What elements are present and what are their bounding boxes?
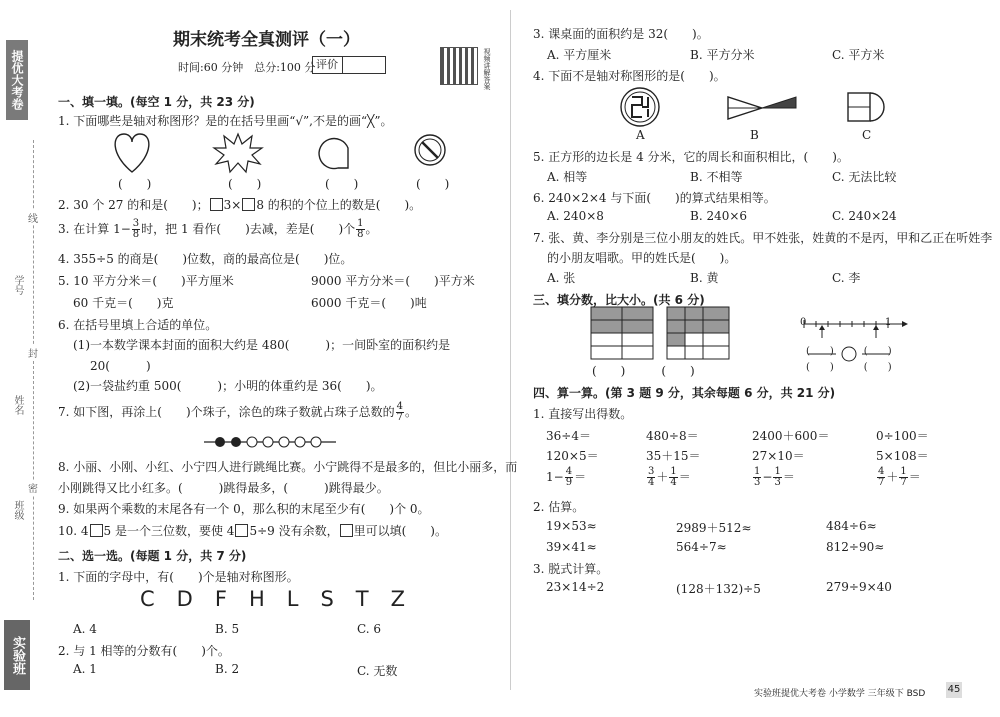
q8-line1: 8. 小丽、小刚、小红、小宁四人进行跳绳比赛。小宁跳得不是最多的，但比小丽多，而 <box>58 460 518 474</box>
q6-1b: 20( ) <box>90 359 151 373</box>
brand-top-label: 提优大考卷 <box>6 40 28 120</box>
starburst-shape <box>214 134 262 172</box>
letter: D <box>176 587 193 611</box>
q2-part-a: 2. 30 个 27 的和是( )； <box>58 198 209 212</box>
brand-bottom-label: 实验班 <box>4 620 30 690</box>
step-1: 23×14÷2 <box>546 580 605 594</box>
grid-compare-answer[interactable]: ( ) ( ) <box>592 364 695 378</box>
d2: 2. 估算。 <box>533 500 585 514</box>
bead-empty <box>295 437 305 447</box>
number-line-answer-top[interactable]: ( ) ( ) <box>806 346 892 357</box>
footer-text: 实验班提优大考卷 小学数学 三年级下 BSD <box>754 689 926 699</box>
class-label: 班级 <box>12 500 23 520</box>
page-number: 45 <box>946 682 962 698</box>
c3-option-b[interactable]: B. 平方分米 <box>690 48 755 62</box>
q1-text: 1. 下面哪些是轴对称图形？是的在括号里画“√”,不是的画“╳”。 <box>58 114 393 128</box>
section-1-title: 一、填一填。(每空 1 分，共 23 分) <box>58 95 255 109</box>
q5-line2b: 6000 千克＝( )吨 <box>311 296 427 310</box>
bead-filled <box>215 437 225 447</box>
calc-2-3: 27×10＝ <box>752 449 805 463</box>
bead-empty <box>263 437 273 447</box>
q2-part-b: 3× <box>223 198 242 212</box>
c4: 4. 下面不是轴对称图形的是( )。 <box>533 69 726 83</box>
calc-2-1: 120×5＝ <box>546 449 599 463</box>
letter: F <box>214 587 227 611</box>
c7-option-c[interactable]: C. 李 <box>832 271 861 285</box>
c2-option-a[interactable]: A. 1 <box>73 662 97 676</box>
c6-option-c[interactable]: C. 240×24 <box>832 209 897 223</box>
calc-2-4: 5×108＝ <box>876 449 929 463</box>
letter: T <box>355 587 369 611</box>
q6: 6. 在括号里填上合适的单位。 <box>58 318 218 332</box>
c1: 1. 下面的字母中，有( )个是轴对称图形。 <box>58 570 299 584</box>
bead-empty <box>247 437 257 447</box>
section-2-title: 二、选一选。(每题 1 分，共 7 分) <box>58 549 247 563</box>
figure-c <box>848 93 884 121</box>
q4: 4. 355÷5 的商是( )位数，商的最高位是( )位。 <box>58 252 353 266</box>
c4-label-b[interactable]: B <box>750 128 759 142</box>
calc-1-3: 2400＋600＝ <box>752 429 830 443</box>
c7-line1: 7. 张、黄、李分别是三位小朋友的姓氏。甲不姓张，姓黄的不是丙，甲和乙正在听姓李 <box>533 231 993 245</box>
c3: 3. 课桌面的面积约是 32( )。 <box>533 27 709 41</box>
fraction-4-7: $\frac{4}{7}$ <box>396 401 404 423</box>
bead-empty <box>279 437 289 447</box>
q2-part-c: 8 的积的个位上的数是( )。 <box>256 198 422 212</box>
c2-option-c[interactable]: C. 无数 <box>357 664 398 678</box>
c7-option-b[interactable]: B. 黄 <box>690 271 719 285</box>
number-line-answer-bottom[interactable]: ( ) ( ) <box>806 362 892 373</box>
q1-answer-3[interactable]: ( ) <box>325 177 359 191</box>
c2: 2. 与 1 相等的分数有( )个。 <box>58 644 230 658</box>
c1-option-c[interactable]: C. 6 <box>357 622 382 636</box>
blank-box[interactable] <box>235 524 248 537</box>
page-title: 期末统考全真测评（一） <box>173 30 360 50</box>
number-line-one: 1 <box>885 317 892 328</box>
c7-line2: 的小朋友唱歌。甲的姓氏是( )。 <box>547 251 737 265</box>
c5-option-b[interactable]: B. 不相等 <box>690 170 743 184</box>
figure-b <box>728 97 796 119</box>
frac-calc-3: $\frac{1}{3}$ − $\frac{1}{3}$ ＝ <box>754 466 795 488</box>
blank-box[interactable] <box>242 198 255 211</box>
q1-answer-4[interactable]: ( ) <box>416 177 450 191</box>
step-2: (128＋132)÷5 <box>676 582 761 596</box>
blank-box[interactable] <box>340 524 353 537</box>
c6: 6. 240×2×4 与下面( )的算式结果相等。 <box>533 191 776 205</box>
est-2-2: 564÷7≈ <box>676 540 727 554</box>
c3-option-c[interactable]: C. 平方米 <box>832 48 885 62</box>
est-2-1: 39×41≈ <box>546 540 597 554</box>
calc-1-1: 36÷4＝ <box>546 429 591 443</box>
c2-option-b[interactable]: B. 2 <box>215 662 240 676</box>
prohibit-sign-shape <box>415 135 445 165</box>
est-1-1: 19×53≈ <box>546 519 597 533</box>
est-1-3: 484÷6≈ <box>826 519 877 533</box>
grid-left <box>591 307 653 359</box>
heart-shape <box>115 134 149 172</box>
step-3: 279÷9×40 <box>826 580 892 594</box>
blank-box[interactable] <box>90 524 103 537</box>
bead-string <box>200 432 340 452</box>
grid-right <box>667 307 729 359</box>
q6-1a: (1)一本数学课本封面的面积大约是 480( )；一间卧室的面积约是 <box>73 338 451 352</box>
letter: Z <box>390 587 405 611</box>
q5-line2a: 60 千克＝( )克 <box>73 296 174 310</box>
d1: 1. 直接写出得数。 <box>533 407 633 421</box>
letter: C <box>140 587 155 611</box>
q1-answer-2[interactable]: ( ) <box>228 177 262 191</box>
cut-line <box>33 140 34 600</box>
est-1-2: 2989＋512≈ <box>676 521 752 535</box>
rating-box <box>312 56 386 74</box>
section-4-title: 四、算一算。(第 3 题 9 分，其余每题 6 分，共 21 分) <box>533 386 836 400</box>
seal-line-label: 线 <box>28 210 38 225</box>
bead-empty <box>311 437 321 447</box>
letter-row <box>140 587 427 611</box>
c4-label-a[interactable]: A <box>636 128 645 142</box>
c6-option-a[interactable]: A. 240×8 <box>547 209 604 223</box>
blank-box[interactable] <box>210 198 223 211</box>
frac-calc-4: $\frac{4}{7}$ ＋ $\frac{1}{7}$ ＝ <box>878 466 921 488</box>
fraction-1-8: $\frac{1}{8}$ <box>357 218 364 240</box>
letter: L <box>286 587 299 611</box>
frac-calc-1: 1− $\frac{4}{9}$ ＝ <box>546 466 587 488</box>
letter: H <box>248 587 265 611</box>
figure-a <box>621 88 659 126</box>
q1-answer-1[interactable]: ( ) <box>118 177 152 191</box>
calc-1-2: 480÷8＝ <box>646 429 699 443</box>
q10: 10. 4 5 是一个三位数，要使 4 5÷9 没有余数， 里可以填( )。 <box>58 524 447 538</box>
c4-label-c[interactable]: C <box>862 128 872 142</box>
c5: 5. 正方形的边长是 4 分米，它的周长和面积相比，( )。 <box>533 150 849 164</box>
rating-label: 评价 <box>313 57 343 73</box>
q8-line2: 小刚跳得又比小红多。( )跳得最多，( )跳得最少。 <box>58 481 389 495</box>
calc-2-2: 35＋15＝ <box>646 449 701 463</box>
c1-option-b[interactable]: B. 5 <box>215 622 240 636</box>
c7-option-a[interactable]: A. 张 <box>547 271 576 285</box>
c5-option-a[interactable]: A. 相等 <box>547 170 588 184</box>
qr-code[interactable] <box>440 47 478 85</box>
open-circle-shape <box>319 139 348 169</box>
student-no-label: 学号 <box>12 275 23 295</box>
c6-option-b[interactable]: B. 240×6 <box>690 209 748 223</box>
d3: 3. 脱式计算。 <box>533 562 609 576</box>
q5-line1a: 5. 10 平方分米＝( )平方厘米 <box>58 274 234 288</box>
c3-option-a[interactable]: A. 平方厘米 <box>547 48 612 62</box>
q3-part-b: 时，把 1 看作( )去减，差是( )个 <box>141 222 356 236</box>
q6-2: (2)一袋盐约重 500( )；小明的体重约是 36( )。 <box>73 379 383 393</box>
section-3-title: 三、填分数，比大小。(共 6 分) <box>533 293 705 307</box>
bead-filled <box>231 437 241 447</box>
seal-label: 封 <box>28 345 38 360</box>
est-2-3: 812÷90≈ <box>826 540 885 554</box>
fraction-3-8: $\frac{3}{8}$ <box>132 218 140 240</box>
q3-part-a: 3. 在计算 1− <box>58 222 131 236</box>
c5-option-c[interactable]: C. 无法比较 <box>832 170 897 184</box>
q3-part-c: 。 <box>365 222 378 236</box>
page-divider <box>510 10 511 690</box>
c4-figures <box>600 85 900 129</box>
calc-1-4: 0÷100＝ <box>876 429 929 443</box>
fraction-grids <box>590 306 732 360</box>
q2 <box>58 196 421 213</box>
q3 <box>58 219 378 240</box>
q5-line1b: 9000 平方分米＝( )平方米 <box>311 274 475 288</box>
exam-meta: 时间:60 分钟 总分:100 分 <box>178 61 316 74</box>
qr-caption: 视频讲解答案 <box>483 48 491 90</box>
q1-shapes <box>110 128 450 176</box>
letter: S <box>320 587 334 611</box>
left-binding-strip <box>0 0 45 717</box>
c1-option-a[interactable]: A. 4 <box>73 622 97 636</box>
name-label: 姓名 <box>12 395 23 415</box>
secret-label: 密 <box>28 480 38 495</box>
frac-calc-2: $\frac{3}{4}$ ＋ $\frac{1}{4}$ ＝ <box>648 466 691 488</box>
number-line-zero: 0 <box>800 317 807 328</box>
q7: 7. 如下图，再涂上( )个珠子，涂色的珠子数就占珠子总数的 $\frac{4}{7}$ 。 <box>58 401 418 423</box>
q9: 9. 如果两个乘数的末尾各有一个 0，那么积的末尾至少有( )个 0。 <box>58 502 430 516</box>
